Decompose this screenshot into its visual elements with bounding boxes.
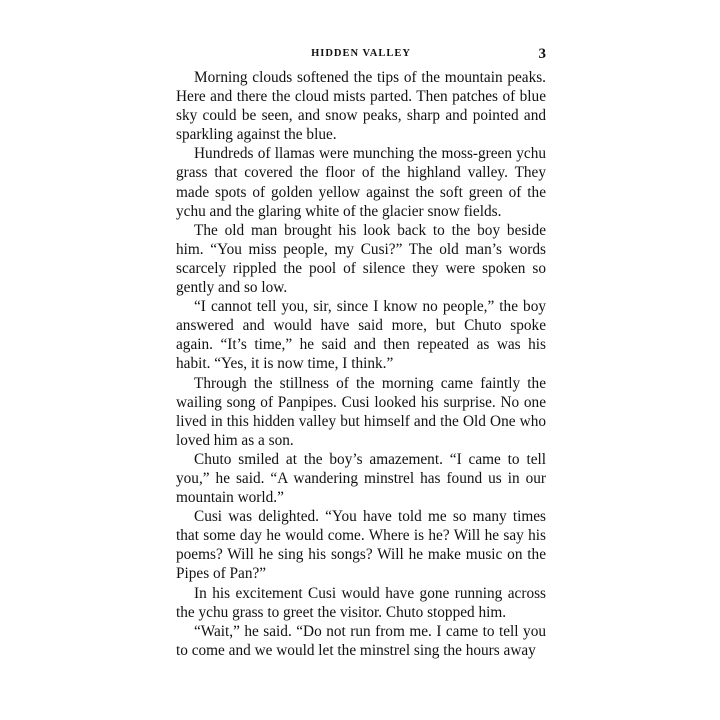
paragraph: Hundreds of llamas were munching the moss-green ychu grass that covered the floor of the highland valley. They made spots of golden yellow against the soft green of the ychu and the glaring white of the glacier snow fields. — [176, 145, 546, 220]
book-page — [176, 40, 546, 710]
page-number: 3 — [538, 46, 546, 62]
paragraph: “Wait,” he said. “Do not run from me. I came to tell you to come and we would let the minstrel sing the hours away — [176, 622, 546, 659]
running-head: HIDDEN VALLEY — [311, 48, 411, 59]
page-header — [176, 40, 546, 68]
paragraph: In his excitement Cusi would have gone running across the ychu grass to greet the visitor. Chuto stopped him. — [176, 584, 546, 621]
paragraph: Chuto smiled at the boy’s amazement. “I came to tell you,” he said. “A wandering minstrel has found us in our mountain world.” — [176, 450, 546, 507]
paragraph: Cusi was delighted. “You have told me so many times that some day he would come. Where is he? Will he say his poems? Will he sing his songs? Will he make music on the Pipes of Pan?” — [176, 508, 546, 583]
paragraph: The old man brought his look back to the boy beside him. “You miss people, my Cusi?” The old man’s words scarcely rippled the pool of silence they were spoken so gently and so low. — [176, 221, 546, 297]
body-text — [176, 68, 546, 660]
paragraph: Morning clouds softened the tips of the mountain peaks. Here and there the cloud mists parted. Then patches of blue sky could be seen, and snow peaks, sharp and pointed and sparkling against the blue. — [176, 69, 546, 144]
paragraph: Through the stillness of the morning came faintly the wailing song of Panpipes. Cusi looked his surprise. No one lived in this hidden valley but himself and the Old One who loved him as a son. — [176, 374, 546, 449]
paragraph: “I cannot tell you, sir, since I know no people,” the boy answered and would have said more, but Chuto spoke again. “It’s time,” he said and then repeated as was his habit. “Yes, it is now time, I think.” — [176, 298, 546, 373]
